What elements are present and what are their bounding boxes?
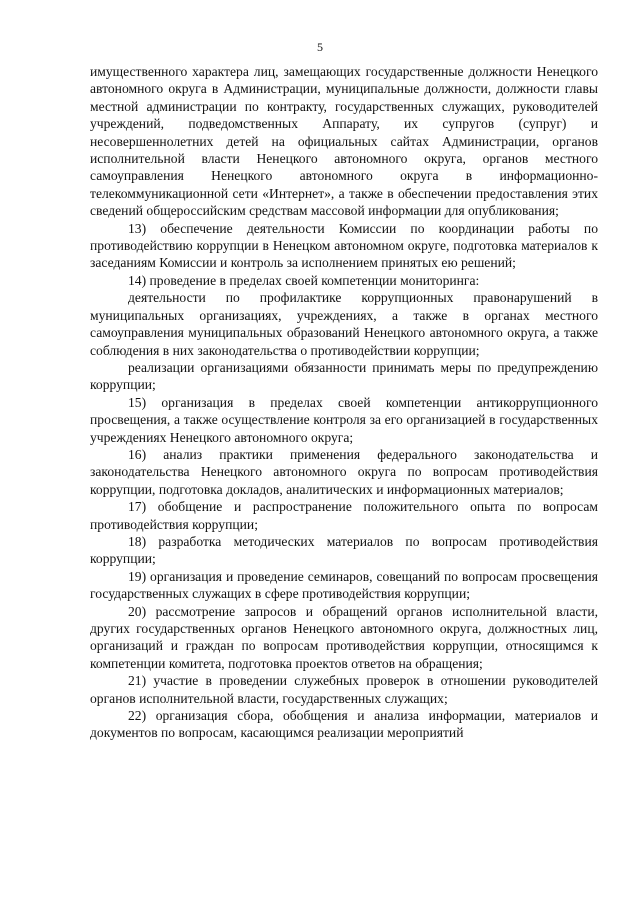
paragraph-item-19: 19) организация и проведение семинаров, совещаний по вопросам просвещения государственных служащих в сфере противодействия коррупции; bbox=[90, 568, 598, 602]
paragraph-item-21: 21) участие в проведении служебных проверок в отношении руководителей органов исполнительной власти, государственных служащих; bbox=[90, 673, 598, 706]
document-body bbox=[90, 63, 598, 742]
paragraph-item-18: 18) разработка методических материалов по вопросам противодействия коррупции; bbox=[90, 533, 598, 567]
paragraph-item-17: 17) обобщение и распространение положительного опыта по вопросам противодействия коррупции; bbox=[90, 499, 598, 532]
paragraph-item-22: 22) организация сбора, обобщения и анализа информации, материалов и документов по вопросам, касающимся реализации мероприятий bbox=[90, 708, 598, 741]
paragraph-item-14-sub-1: деятельности по профилактике коррупционных правонарушений в муниципальных организациях, учреждениях, а также в органах местного самоуправления муниципальных образований Ненецкого автономного округа, а также соблюдения в них законодательства о противодействии коррупции; bbox=[90, 290, 598, 358]
page-number: 5 bbox=[317, 40, 323, 54]
paragraph-item-14: 14) проведение в пределах своей компетенции мониторинга: bbox=[128, 272, 480, 288]
paragraph-item-13: 13) обеспечение деятельности Комиссии по координации работы по противодействию коррупции в Ненецком автономном округе, подготовка материалов к заседаниям Комиссии и контроль за исполнением принятых ею решений; bbox=[90, 220, 598, 271]
paragraph-item-20: 20) рассмотрение запросов и обращений органов исполнительной власти, других государственных органов Ненецкого автономного округа, должностных лиц, организаций и граждан по вопросам противодействия коррупции, относящимся к компетенции комитета, подготовка проектов ответов на обращения; bbox=[90, 603, 598, 671]
paragraph-continuation: имущественного характера лиц, замещающих государственные должности Ненецкого автономного округа в Администрации, муниципальные должности, должности главы местной администрации по контракту, государственных служащих, руководителей учреждений, подведомственных Аппарату, их супругов (супруг) и несовершеннолетних детей на официальных сайтах Администрации, органов исполнительной власти Ненецкого автономного округа, органов местного самоуправления Ненецкого автономного округа в информационно-телекоммуникационной сети «Интернет», а также в обеспечении предоставления этих сведений общероссийским средствам массовой информации для опубликования; bbox=[90, 64, 598, 219]
paragraph-item-15: 15) организация в пределах своей компетенции антикоррупционного просвещения, а также осуществление контроля за его организацией в государственных учреждениях Ненецкого автономного округа; bbox=[90, 394, 598, 445]
paragraph-item-14-sub-2: реализации организациями обязанности принимать меры по предупреждению коррупции; bbox=[90, 359, 598, 393]
paragraph-item-16: 16) анализ практики применения федерального законодательства и законодательства Ненецкого автономного округа по вопросам противодействия коррупции, подготовка докладов, аналитических и информационных материалов; bbox=[90, 446, 598, 497]
